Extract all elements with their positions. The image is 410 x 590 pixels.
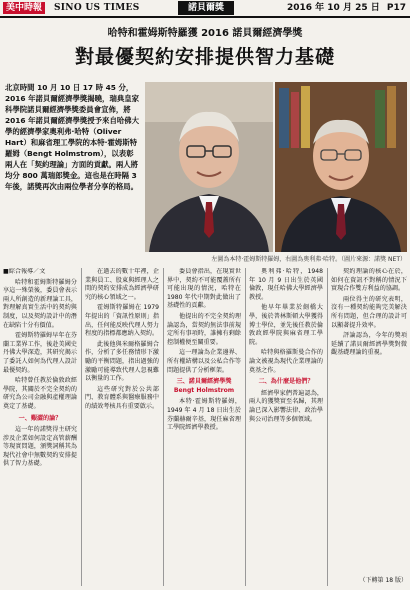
- photo-holmstrom: [145, 82, 273, 252]
- paragraph: 兩位得主的研究表明，沒有一種契約能夠完美解決所有問題，但合理的設計可以顯著提升效率。: [331, 295, 407, 329]
- paragraph: 霍姆斯特羅姆早年在芬蘭工業界工作，後赴美國史丹佛大學深造，其研究揭示了委託人如何為代理人設計最優契約。: [3, 332, 77, 374]
- subhead: 一、艱澀的論？: [18, 414, 62, 422]
- column-divider: [163, 268, 164, 586]
- column-divider: [81, 268, 82, 586]
- paragraph: 奧利弗·哈特，1948 年 10 月 9 日出生於英國倫敦，現任哈佛大學經濟學教授。: [249, 268, 323, 301]
- continued-notice: （下轉第 18 版）: [359, 577, 407, 585]
- header-rule: [0, 16, 410, 18]
- column-4: [249, 268, 323, 586]
- paragraph: 這些研究對於公共部門、教育體系與醫療服務中的績效考核具有重要啟示。: [85, 385, 159, 410]
- paragraph: 這一年的諾獎得主研究涉及企業如何設定高管薪酬等現實問題，頒獎詞稱其為現代社會中無數契約安排提供了智力基礎。: [3, 426, 77, 468]
- subhead: 三、諾貝爾經濟學獎 Bengt Holmstrom: [173, 378, 235, 394]
- page-number: P17: [386, 3, 406, 13]
- paper-logo: 美中時報: [3, 2, 45, 14]
- section-label: 諾貝爾獎: [178, 1, 234, 15]
- paragraph: 這一理論為企業邊界、所有權結構以及公私合作等問題提供了分析框架。: [167, 349, 241, 374]
- paragraph: 哈特和霍姆斯特羅姆分享這一殊榮後，委員會表示兩人所創造的新理論工具，對理解真實生活中的契約與制度，以及契約設計中的潛在缺陷十分有價值。: [3, 278, 77, 329]
- column-divider: [245, 268, 246, 586]
- lead-paragraph: 北京時間 10 月 10 日 17 時 45 分，2016 年諾貝爾經濟學獎揭曉，瑞典皇家科學院諾貝爾經濟學獎委員會宣佈，將 2016 年諾貝爾經濟學獎授予來自哈佛大學的經濟學家奧利弗·哈特（Oliver Hart）和麻省理工學院的本特·霍姆斯特羅姆（Bengt Holmstrom），以表彰兩人在「契約理論」方面的貢獻。兩人將均分 800 萬瑞郎獎金。這也是在時隔 3 年後，諾獎再次由兩位學者分享的格局。: [5, 83, 140, 191]
- column-1: [3, 268, 77, 586]
- photo-hart: [275, 82, 407, 252]
- column-2: [85, 268, 159, 586]
- paragraph: 哈特曾任教於倫敦政經學院，其關於不完全契約的研究為公司金融與產權理論奠定了基礎。: [3, 377, 77, 410]
- paragraph: 霍姆斯特羅姆在 1979 年提出的「資訊性原則」指出，任何能反映代理人努力程度的指標都應納入契約。: [85, 304, 159, 338]
- photo-caption: 左圖為本特·霍姆斯特羅姆，右圖為奧利弗·哈特。（圖片來源：諾獎 NET）: [211, 256, 406, 263]
- paragraph: 契約理論的核心在於，如何在資訊不對稱的情況下實現合作雙方利益的協調。: [331, 268, 407, 293]
- column-3: [167, 268, 241, 586]
- column-divider: [327, 268, 328, 586]
- masthead: [0, 0, 410, 16]
- paragraph: 此後他與米爾格羅姆合作，分析了多任務情形下激勵的平衡問題，指出過強的激勵可能導致代理人忽視難以衡量的工作。: [85, 340, 159, 383]
- byline: ■綜合報導／文: [3, 268, 46, 275]
- paragraph: 評論認為，今年的獎項延續了諾貝爾經濟學獎對微觀基礎理論的重視。: [331, 332, 407, 357]
- issue-date-text: 2016 年 10 月 25 日: [286, 3, 380, 13]
- paragraph: 委員會指出，在現實世界中，契約不可能覆蓋所有可能出現的情況，哈特在 1980 年代中期對此做出了基礎性的貢獻。: [167, 268, 241, 310]
- paragraph: 他早年畢業於劍橋大學，後於普林斯頓大學獲得博士學位，並先後任教於倫敦政經學院與麻省理工學院。: [249, 304, 323, 346]
- paragraph: 在過去的數十年裡，企業與員工、股東與經理人之間的契約安排成為經濟學研究的核心領域之一。: [85, 268, 159, 301]
- issue-date: [287, 2, 406, 14]
- kicker: 哈特和霍姆斯特羅獲 2016 諾貝爾經濟學獎: [107, 28, 303, 39]
- paragraph: 哈特與格羅斯曼合作的論文被視為現代企業理論的奠基之作。: [249, 349, 323, 374]
- paragraph: 本特·霍姆斯特羅姆，1949 年 4 月 18 日出生於芬蘭赫爾辛基，現任麻省理工學院經濟學教授。: [167, 398, 241, 432]
- column-5: [331, 268, 407, 586]
- paragraph: 他提出的不完全契約理論認為，當契約無法事前規定所有事項時，誰擁有剩餘控制權便至關重要。: [167, 312, 241, 346]
- paragraph: 經濟學家們普遍認為，兩人的獲獎實至名歸，其理論已深入影響法律、政治學與公司治理等多個領域。: [249, 389, 323, 423]
- headline: 對最優契約安排提供智力基礎: [74, 46, 335, 68]
- article-body: [3, 268, 407, 586]
- subhead: 二、為什麼是他們？: [258, 378, 314, 386]
- paper-name: SINO US TIMES: [54, 3, 140, 13]
